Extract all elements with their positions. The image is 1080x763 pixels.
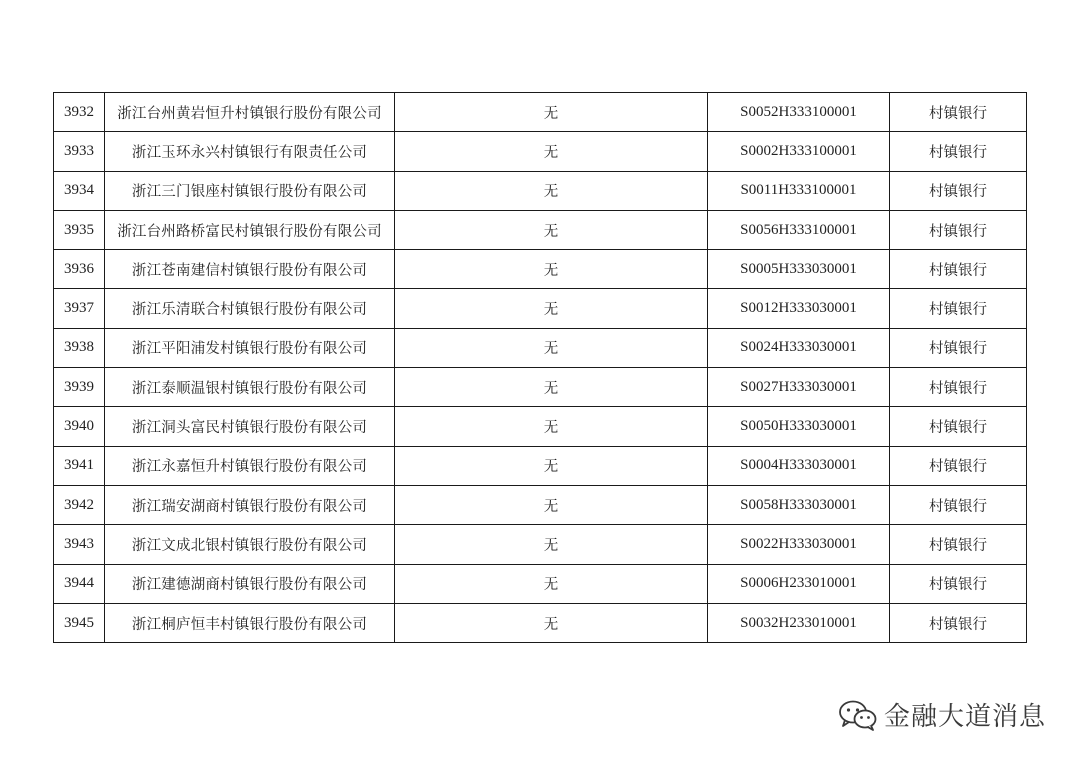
- table-row: [54, 368, 1027, 407]
- institution-type-cell: 村镇银行: [890, 289, 1027, 328]
- bank-name-cell: 浙江三门银座村镇银行股份有限公司: [105, 171, 395, 210]
- wechat-icon: [838, 699, 878, 731]
- previous-name-cell: 无: [395, 603, 708, 642]
- previous-name-cell: 无: [395, 368, 708, 407]
- institution-type-cell: 村镇银行: [890, 525, 1027, 564]
- bank-name-cell: 浙江乐清联合村镇银行股份有限公司: [105, 289, 395, 328]
- row-number-cell: 3942: [54, 485, 105, 524]
- table-row: [54, 407, 1027, 446]
- row-number-cell: 3935: [54, 210, 105, 249]
- bank-name-cell: 浙江桐庐恒丰村镇银行股份有限公司: [105, 603, 395, 642]
- watermark-text: 金融大道消息: [883, 702, 1046, 732]
- institution-type-cell: 村镇银行: [890, 564, 1027, 603]
- institution-type-cell: 村镇银行: [890, 132, 1027, 171]
- institution-type-cell: 村镇银行: [890, 250, 1027, 289]
- institution-type-cell: 村镇银行: [890, 171, 1027, 210]
- bank-name-cell: 浙江玉环永兴村镇银行有限责任公司: [105, 132, 395, 171]
- table-row: [54, 171, 1027, 210]
- institution-code-cell: S0024H333030001: [708, 328, 890, 367]
- previous-name-cell: 无: [395, 485, 708, 524]
- institution-type-cell: 村镇银行: [890, 407, 1027, 446]
- bank-name-cell: 浙江瑞安湖商村镇银行股份有限公司: [105, 485, 395, 524]
- institution-code-cell: S0056H333100001: [708, 210, 890, 249]
- previous-name-cell: 无: [395, 525, 708, 564]
- row-number-cell: 3938: [54, 328, 105, 367]
- institution-code-cell: S0012H333030001: [708, 289, 890, 328]
- institution-code-cell: S0004H333030001: [708, 446, 890, 485]
- row-number-cell: 3932: [54, 93, 105, 132]
- previous-name-cell: 无: [395, 328, 708, 367]
- table-row: [54, 93, 1027, 132]
- row-number-cell: 3934: [54, 171, 105, 210]
- row-number-cell: 3940: [54, 407, 105, 446]
- row-number-cell: 3943: [54, 525, 105, 564]
- bank-name-cell: 浙江文成北银村镇银行股份有限公司: [105, 525, 395, 564]
- bank-name-cell: 浙江泰顺温银村镇银行股份有限公司: [105, 368, 395, 407]
- table-row: [54, 328, 1027, 367]
- previous-name-cell: 无: [395, 132, 708, 171]
- institution-code-cell: S0032H233010001: [708, 603, 890, 642]
- watermark: [838, 696, 1046, 733]
- institution-type-cell: 村镇银行: [890, 446, 1027, 485]
- institution-code-cell: S0052H333100001: [708, 93, 890, 132]
- institution-type-cell: 村镇银行: [890, 93, 1027, 132]
- bank-name-cell: 浙江建德湖商村镇银行股份有限公司: [105, 564, 395, 603]
- row-number-cell: 3939: [54, 368, 105, 407]
- bank-name-cell: 浙江平阳浦发村镇银行股份有限公司: [105, 328, 395, 367]
- bank-name-cell: 浙江台州黄岩恒升村镇银行股份有限公司: [105, 93, 395, 132]
- table-row: [54, 289, 1027, 328]
- institution-code-cell: S0022H333030001: [708, 525, 890, 564]
- institution-type-cell: 村镇银行: [890, 603, 1027, 642]
- institution-type-cell: 村镇银行: [890, 328, 1027, 367]
- institution-code-cell: S0011H333100001: [708, 171, 890, 210]
- previous-name-cell: 无: [395, 407, 708, 446]
- previous-name-cell: 无: [395, 250, 708, 289]
- institution-type-cell: 村镇银行: [890, 210, 1027, 249]
- row-number-cell: 3944: [54, 564, 105, 603]
- table-row: [54, 525, 1027, 564]
- institution-code-cell: S0058H333030001: [708, 485, 890, 524]
- previous-name-cell: 无: [395, 289, 708, 328]
- table-row: [54, 446, 1027, 485]
- table-row: [54, 485, 1027, 524]
- table-row: [54, 564, 1027, 603]
- table-row: [54, 210, 1027, 249]
- institution-type-cell: 村镇银行: [890, 485, 1027, 524]
- bank-name-cell: 浙江苍南建信村镇银行股份有限公司: [105, 250, 395, 289]
- bank-name-cell: 浙江洞头富民村镇银行股份有限公司: [105, 407, 395, 446]
- institution-code-cell: S0002H333100001: [708, 132, 890, 171]
- row-number-cell: 3933: [54, 132, 105, 171]
- institution-code-cell: S0027H333030001: [708, 368, 890, 407]
- bank-name-cell: 浙江台州路桥富民村镇银行股份有限公司: [105, 210, 395, 249]
- table-row: [54, 132, 1027, 171]
- table-row: [54, 603, 1027, 642]
- institution-code-cell: S0006H233010001: [708, 564, 890, 603]
- table-row: [54, 250, 1027, 289]
- bank-name-cell: 浙江永嘉恒升村镇银行股份有限公司: [105, 446, 395, 485]
- table-body: [54, 93, 1027, 643]
- previous-name-cell: 无: [395, 93, 708, 132]
- institution-type-cell: 村镇银行: [890, 368, 1027, 407]
- previous-name-cell: 无: [395, 210, 708, 249]
- bank-list-table: [53, 92, 1027, 643]
- row-number-cell: 3937: [54, 289, 105, 328]
- previous-name-cell: 无: [395, 171, 708, 210]
- previous-name-cell: 无: [395, 564, 708, 603]
- previous-name-cell: 无: [395, 446, 708, 485]
- institution-code-cell: S0005H333030001: [708, 250, 890, 289]
- row-number-cell: 3945: [54, 603, 105, 642]
- row-number-cell: 3941: [54, 446, 105, 485]
- row-number-cell: 3936: [54, 250, 105, 289]
- institution-code-cell: S0050H333030001: [708, 407, 890, 446]
